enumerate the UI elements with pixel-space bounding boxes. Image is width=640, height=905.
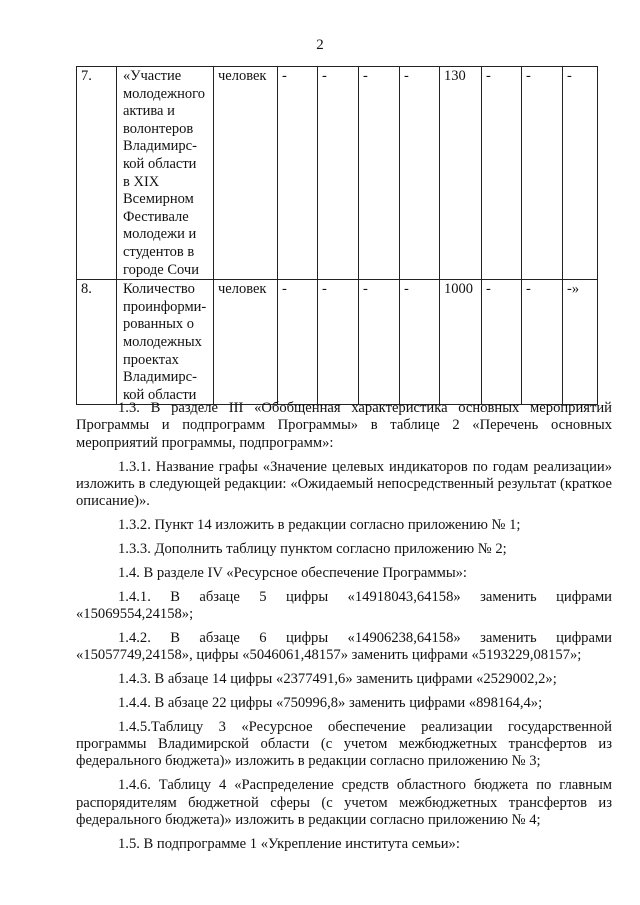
name-line: кой области [123, 155, 197, 172]
name-line: Владимирс- [123, 138, 197, 155]
value-cell: 1000 [440, 280, 482, 405]
name-line: молодежных [123, 333, 202, 350]
value-cell: - [318, 67, 359, 280]
name-line: кой области [123, 386, 197, 403]
paragraph-1-4-4: 1.4.4. В абзаце 22 цифры «750996,8» заменить цифрами «898164,4»; [118, 694, 543, 711]
value-cell: - [359, 67, 400, 280]
paragraph-1-3: 1.3. В разделе III «Обобщенная характеристика основных мероприятий Программы и подпрограмм Программы» в таблице 2 «Перечень основных мероприятий программы, подпрограмм»: [76, 400, 612, 451]
value-cell: -» [563, 280, 598, 405]
name-line: молодежного [123, 85, 205, 102]
document-body [76, 400, 612, 860]
row-number: 7. [77, 67, 117, 280]
value-cell: - [318, 280, 359, 405]
name-line: «Участие [123, 68, 182, 84]
name-line: рованных о [123, 316, 194, 333]
name-line: актива и [123, 103, 175, 120]
paragraph-1-4-5: 1.4.5.Таблицу 3 «Ресурсное обеспечение реализации государственной программы Владимирской области (с учетом межбюджетных трансфертов из федерального бюджета)» изложить в редакции согласно приложению № 3; [76, 718, 612, 770]
name-line: Фестивале [123, 208, 189, 225]
unit-cell: человек [214, 67, 278, 280]
value-cell: - [400, 67, 440, 280]
paragraph-1-4-1-continued: «15069554,24158»; [76, 606, 194, 623]
value-cell: - [278, 280, 318, 405]
name-line: городе Сочи [123, 261, 199, 278]
value-cell: - [522, 280, 563, 405]
paragraph-1-4: 1.4. В разделе IV «Ресурсное обеспечение Программы»: [118, 564, 467, 581]
paragraph-1-3-3: 1.3.3. Дополнить таблицу пунктом согласно приложению № 2; [118, 541, 507, 558]
name-line: Количество [123, 281, 195, 298]
value-cell: - [522, 67, 563, 280]
paragraph-1-5: 1.5. В подпрограмме 1 «Укрепление института семьи»: [118, 835, 460, 852]
table-row [77, 67, 598, 280]
name-line: Всемирном [123, 191, 194, 208]
value-cell: - [482, 280, 522, 405]
page-number: 2 [316, 37, 324, 53]
value-cell: - [359, 280, 400, 405]
name-line: проинформи- [123, 298, 207, 315]
name-line: Владимирс- [123, 369, 197, 386]
name-line: волонтеров [123, 120, 194, 137]
value-cell: - [400, 280, 440, 405]
value-cell: 130 [440, 67, 482, 280]
unit-cell: человек [214, 280, 278, 405]
indicator-name [117, 280, 214, 405]
name-line: проектах [123, 351, 179, 368]
value-cell: - [482, 67, 522, 280]
paragraph-1-4-2-continued: «15057749,24158», цифры «5046061,48157» заменить цифрами «5193229,08157»; [76, 647, 582, 664]
indicators-table [76, 66, 598, 405]
row-number: 8. [77, 280, 117, 405]
paragraph-1-3-2: 1.3.2. Пункт 14 изложить в редакции согласно приложению № 1; [118, 517, 521, 534]
name-line: молодежи и [123, 226, 197, 243]
value-cell: - [278, 67, 318, 280]
value-cell: - [563, 67, 598, 280]
name-line: в XIX [123, 173, 160, 190]
indicator-name [117, 67, 214, 280]
paragraph-1-4-3: 1.4.3. В абзаце 14 цифры «2377491,6» заменить цифрами «2529002,2»; [118, 671, 557, 688]
paragraph-1-3-1: 1.3.1. Название графы «Значение целевых индикаторов по годам реализации» изложить в следующей редакции: «Ожидаемый непосредственный результат (краткое описание)». [76, 458, 612, 510]
paragraph-1-4-6: 1.4.6. Таблицу 4 «Распределение средств областного бюджета по главным распорядителям бюджетной сферы (с учетом межбюджетных трансфертов из федерального бюджета)» изложить в редакции согласно приложению № 4; [76, 777, 612, 829]
name-line: студентов в [123, 243, 195, 260]
paragraph-1-4-2: 1.4.2. В абзаце 6 цифры «14906238,64158» заменить цифрами [118, 629, 612, 646]
paragraph-1-4-1: 1.4.1. В абзаце 5 цифры «14918043,64158» заменить цифрами [118, 588, 612, 605]
table-row [77, 280, 598, 405]
